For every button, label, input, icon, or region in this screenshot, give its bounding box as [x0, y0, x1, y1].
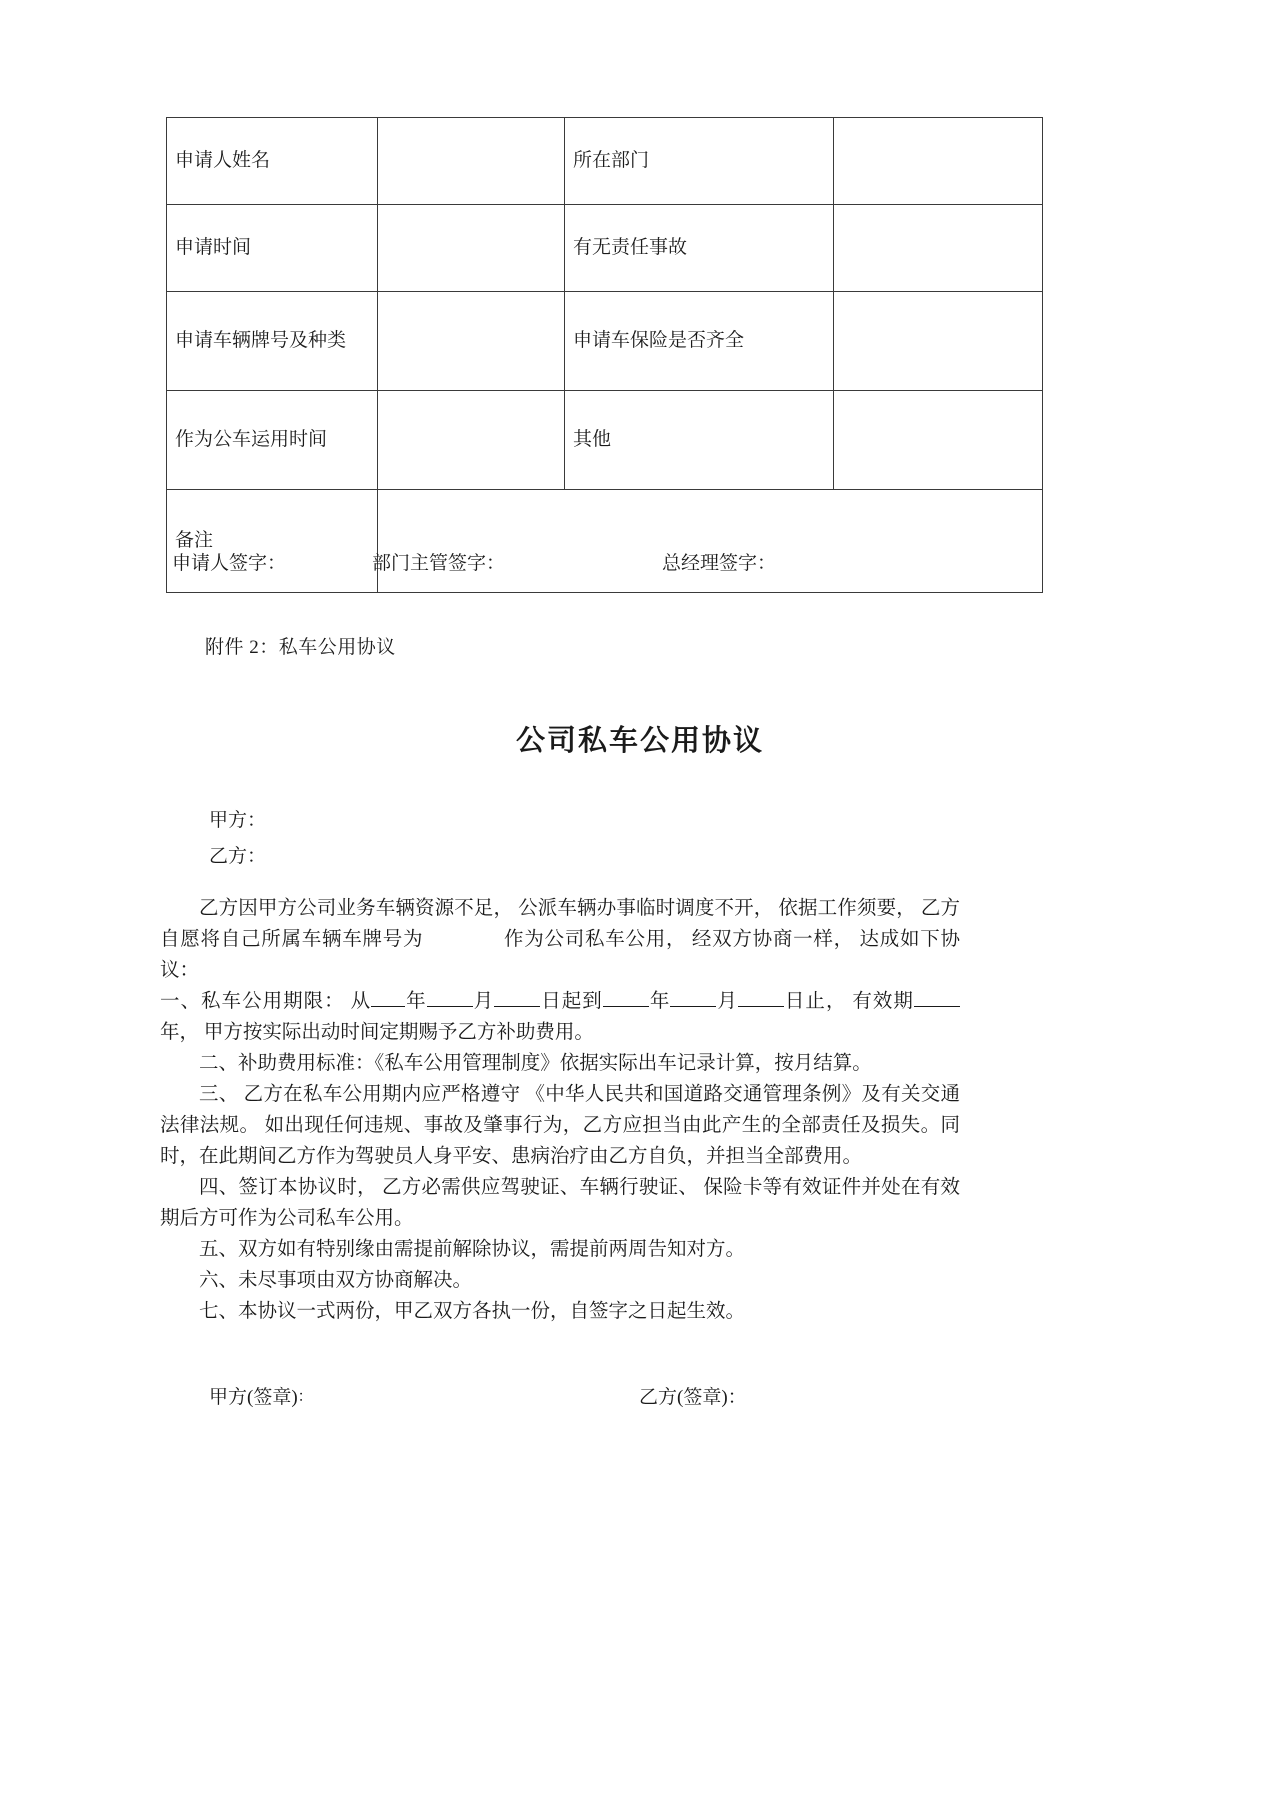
party-b-signature-label: 乙方(签章)： — [639, 1387, 747, 1408]
cell-other-value[interactable] — [834, 391, 1043, 490]
cell-plate-type-value[interactable] — [378, 292, 565, 391]
clause-2: 二、补助费用标准：《私车公用管理制度》依据实际出车记录计算，按月结算。 — [199, 1053, 872, 1074]
general-manager-signature-label: 总经理签字： — [662, 553, 777, 574]
party-a-label: 甲方： — [209, 810, 267, 831]
clause-1-b: 年 — [405, 991, 427, 1012]
intro-paragraph — [160, 893, 960, 986]
clause-1-h: 年， 甲方按实际出动时间定期赐予乙方补助费用。 — [160, 1022, 594, 1043]
cell-other-label: 其他 — [565, 391, 834, 490]
cell-official-use-time-label: 作为公车运用时间 — [167, 391, 378, 490]
form-signature-line — [172, 548, 992, 575]
day-blank-1[interactable] — [494, 1006, 540, 1007]
party-a-signature-block — [209, 1382, 639, 1409]
intro-line-2-a: 自愿将自己所属车辆车牌号为 — [160, 929, 424, 950]
party-a-signature-label: 甲方(签章) — [209, 1387, 298, 1408]
clause-1-a: 一、私车公用期限： 从 — [160, 991, 372, 1012]
party-b-label: 乙方： — [209, 846, 267, 867]
cell-applicant-name-label: 申请人姓名 — [167, 118, 378, 205]
clause-4: 四、签订本协议时， 乙方必需供应驾驶证、车辆行驶证、 保险卡等有效证件并处在有效期后方可作为公司私车公用。 — [160, 1177, 960, 1229]
cell-applicant-name-value[interactable] — [378, 118, 565, 205]
vehicle-application-form — [166, 117, 966, 593]
cell-insurance-label: 申请车保险是否齐全 — [565, 292, 834, 391]
intro-line-1: 乙方因甲方公司业务车辆资源不足， 公派车辆办事临时调度不开， 依据工作须要， 乙方 — [199, 898, 960, 919]
table-row — [167, 391, 1043, 490]
table-row — [167, 118, 1043, 205]
department-head-signature-label: 部门主管签字： — [372, 553, 506, 574]
year-blank-2[interactable] — [603, 1006, 649, 1007]
clause-3: 三、 乙方在私车公用期内应严格遵守 《中华人民共和国道路交通管理条例》及有关交通法律法规。 如出现任何违规、事故及肇事行为，乙方应担当由此产生的全部责任及损失。同时，在此期间乙方作为驾驶员人身平安、患病治疗由乙方自负，并担当全部费用。 — [160, 1084, 960, 1167]
bottom-signature-row — [209, 1382, 969, 1409]
clause-1-f: 月 — [716, 991, 738, 1012]
clause-1-e: 年 — [648, 991, 671, 1012]
clause-1-g: 日止， 有效期 — [783, 991, 914, 1012]
page-title: 公司私车公用协议 — [515, 725, 764, 757]
cell-apply-time-value[interactable] — [378, 205, 565, 292]
cell-insurance-value[interactable] — [834, 292, 1043, 391]
applicant-signature-label: 申请人签字： — [172, 553, 287, 574]
cell-remark-label: 备注 — [167, 490, 378, 593]
month-blank-1[interactable] — [427, 1006, 473, 1007]
intro-line-2-b: 作为公司私车公用， 经双方协商一样， 达成如下协议： — [160, 929, 960, 981]
agreement-body — [160, 893, 960, 1327]
party-a-signature-colon: ： — [297, 1389, 313, 1405]
clause-5: 五、双方如有特别缘由需提前解除协议，需提前两周告知对方。 — [199, 1239, 746, 1260]
cell-plate-type-label: 申请车辆牌号及种类 — [167, 292, 378, 391]
cell-remark-value[interactable] — [378, 490, 1043, 593]
cell-department-label: 所在部门 — [565, 118, 834, 205]
month-blank-2[interactable] — [670, 1006, 716, 1007]
cell-accident-label: 有无责任事故 — [565, 205, 834, 292]
cell-department-value[interactable] — [834, 118, 1043, 205]
clause-1-c: 月 — [472, 991, 495, 1012]
table-row — [167, 205, 1043, 292]
year-blank-1[interactable] — [371, 1006, 405, 1007]
cell-apply-time-label: 申请时间 — [167, 205, 378, 292]
cell-accident-value[interactable] — [834, 205, 1043, 292]
day-blank-2[interactable] — [738, 1006, 784, 1007]
clause-6: 六、未尽事项由双方协商解决。 — [199, 1270, 473, 1291]
table-row — [167, 490, 1043, 593]
attachment-label: 附件 2：私车公用协议 — [205, 637, 396, 658]
clause-7: 七、本协议一式两份，甲乙双方各执一份，自签字之日起生效。 — [199, 1301, 746, 1322]
clause-1-d: 日起到 — [540, 991, 603, 1012]
clause-1 — [160, 986, 960, 1048]
cell-official-use-time-value[interactable] — [378, 391, 565, 490]
valid-years-blank[interactable] — [914, 1006, 960, 1007]
table-row — [167, 292, 1043, 391]
application-table — [166, 117, 1043, 593]
